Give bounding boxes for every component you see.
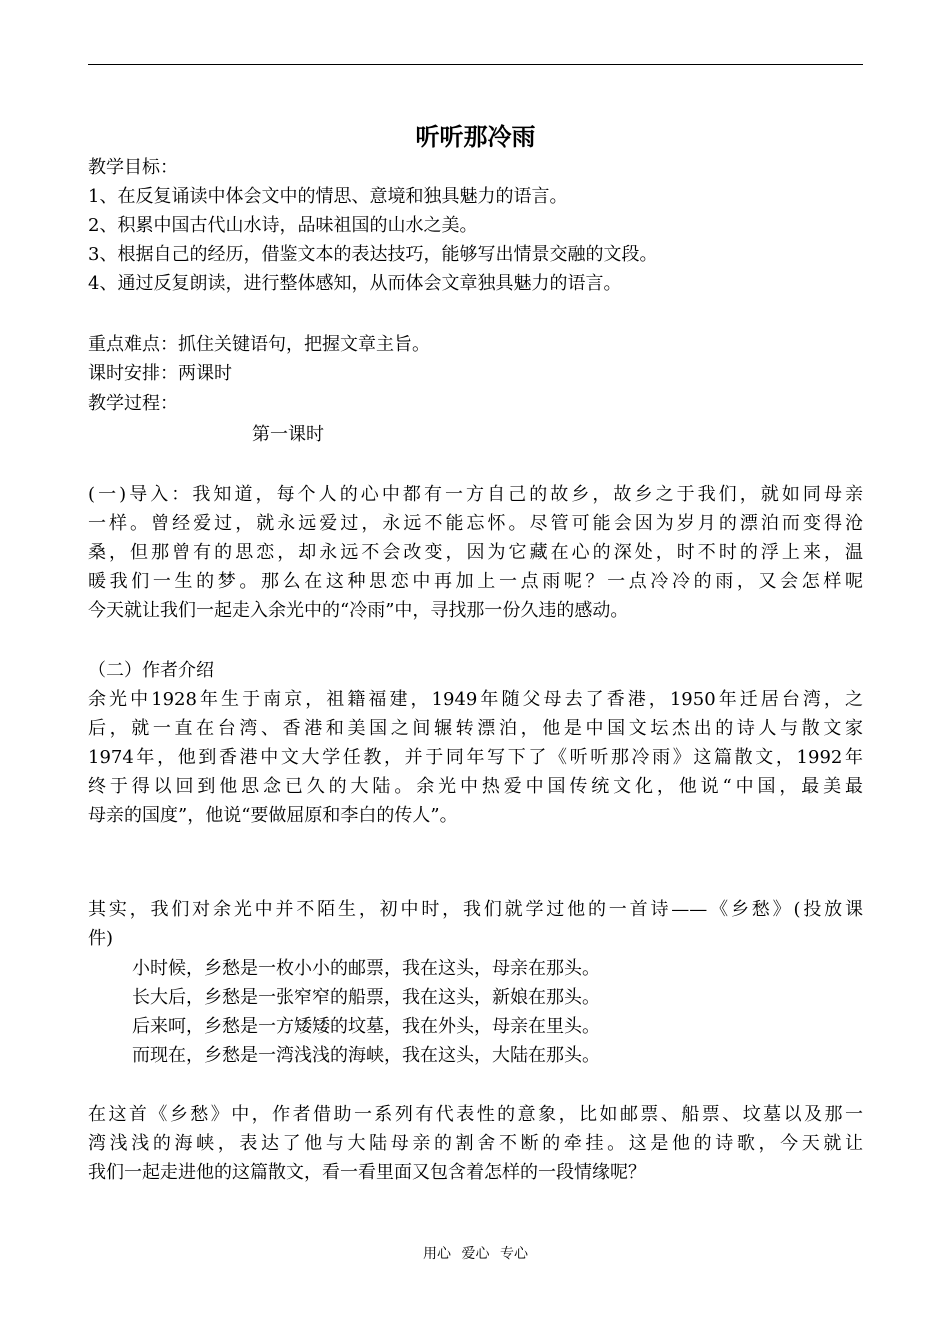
poem-line: 小时候，乡愁是一枚小小的邮票，我在这头，母亲在那头。 xyxy=(132,958,600,979)
poem-intro-line: 件) xyxy=(88,928,114,949)
poem-line: 长大后，乡愁是一张窄窄的船票，我在这头，新娘在那头。 xyxy=(132,987,600,1008)
process-heading: 教学过程： xyxy=(88,393,178,414)
author-line: 终于得以回到他思念已久的大陆。余光中热爱中国传统文化，他说“中国，最美最 xyxy=(88,776,863,797)
closing-line: 我们一起走进他的这篇散文，看一看里面又包含着怎样的一段情缘呢？ xyxy=(88,1162,646,1183)
poem-intro-line: 其实，我们对余光中并不陌生，初中时，我们就学过他的一首诗——《乡愁》(投放课 xyxy=(88,899,863,920)
intro-line: 今天就让我们一起走入余光中的“冷雨”中，寻找那一份久违的感动。 xyxy=(88,600,629,621)
author-heading: （二）作者介绍 xyxy=(88,660,214,681)
poem-line: 后来呵，乡愁是一方矮矮的坟墓，我在外头，母亲在里头。 xyxy=(132,1016,600,1037)
schedule: 课时安排：两课时 xyxy=(88,363,232,384)
author-line: 母亲的国度”，他说“要做屈原和李白的传人”。 xyxy=(88,805,458,826)
intro-line: 桑，但那曾有的思恋，却永远不会改变，因为它藏在心的深处，时不时的浮上来，温 xyxy=(88,542,863,563)
closing-line: 在这首《乡愁》中，作者借助一系列有代表性的意象，比如邮票、船票、坟墓以及那一 xyxy=(88,1104,863,1125)
objective-item: 2、积累中国古代山水诗，品味祖国的山水之美。 xyxy=(88,215,478,236)
intro-line: (一)导入：我知道，每个人的心中都有一方自己的故乡，故乡之于我们，就如同母亲 xyxy=(88,484,863,505)
intro-line: 暖我们一生的梦。那么在这种思恋中再加上一点雨呢？一点冷冷的雨，又会怎样呢 xyxy=(88,571,863,592)
header-rule xyxy=(88,64,863,65)
poem-line: 而现在，乡愁是一湾浅浅的海峡，我在这头，大陆在那头。 xyxy=(132,1045,600,1066)
page-title: 听听那冷雨 xyxy=(415,123,536,151)
author-line: 后，就一直在台湾、香港和美国之间辗转漂泊，他是中国文坛杰出的诗人与散文家 xyxy=(88,718,863,739)
objective-item: 1、在反复诵读中体会文中的情思、意境和独具魅力的语言。 xyxy=(88,186,568,207)
author-line: 1974年，他到香港中文大学任教，并于同年写下了《听听那冷雨》这篇散文，1992年 xyxy=(88,747,863,768)
key-points: 重点难点：抓住关键语句，把握文章主旨。 xyxy=(88,334,430,355)
closing-line: 湾浅浅的海峡，表达了他与大陆母亲的割舍不断的牵挂。这是他的诗歌，今天就让 xyxy=(88,1133,863,1154)
page-footer: 用心 爱心 专心 xyxy=(423,1246,528,1262)
author-line: 余光中1928年生于南京，祖籍福建，1949年随父母去了香港，1950年迁居台湾，之 xyxy=(88,689,863,710)
objectives-heading: 教学目标： xyxy=(88,157,178,178)
objective-item: 3、根据自己的经历，借鉴文本的表达技巧，能够写出情景交融的文段。 xyxy=(88,244,658,265)
intro-line: 一样。曾经爱过，就永远爱过，永远不能忘怀。尽管可能会因为岁月的漂泊而变得沧 xyxy=(88,513,863,534)
objective-item: 4、通过反复朗读，进行整体感知，从而体会文章独具魅力的语言。 xyxy=(88,273,622,294)
lesson-label: 第一课时 xyxy=(252,424,324,445)
